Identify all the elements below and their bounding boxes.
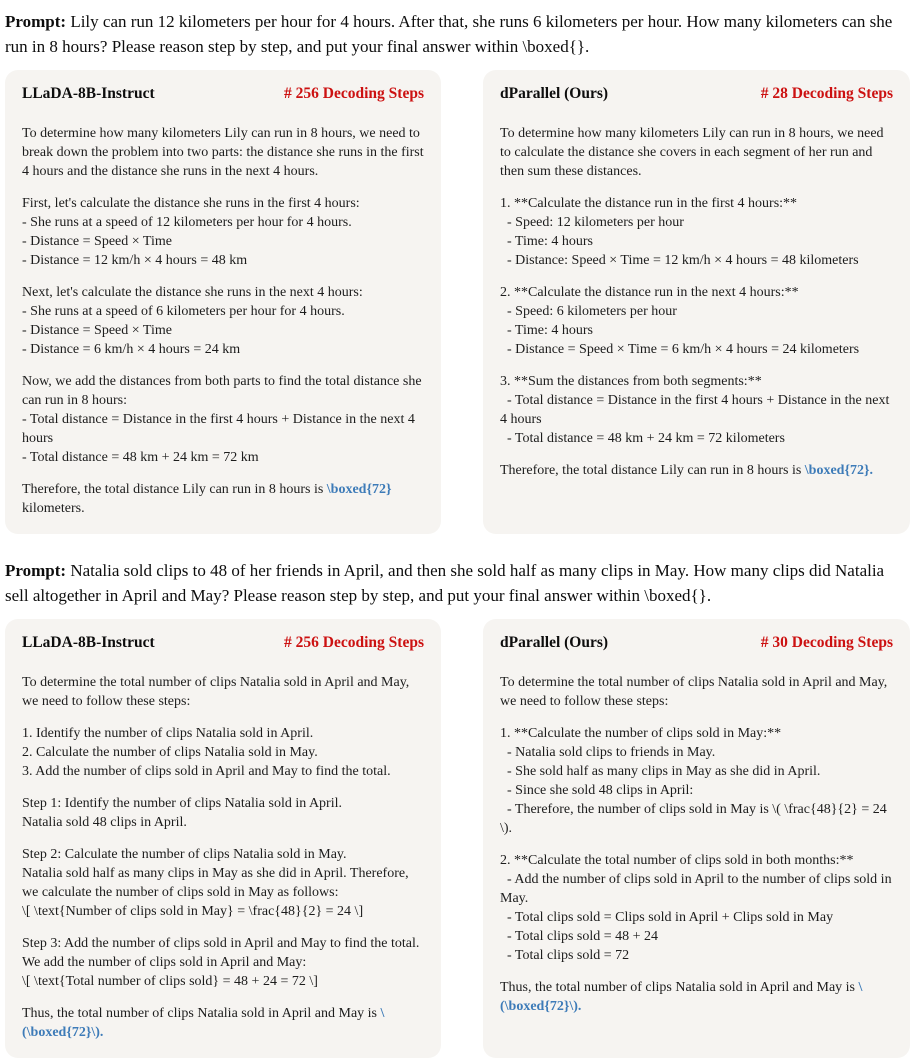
paragraph	[500, 461, 893, 480]
prompt-text	[5, 558, 909, 608]
boxed-answer: \(\boxed{72}\).	[500, 980, 863, 1014]
model-name: LLaDA-8B-Instruct	[22, 85, 155, 102]
text-segment: - Distance = Speed × Time = 6 km/h × 4 hours = 24 kilometers	[500, 342, 860, 357]
text-line	[500, 851, 893, 870]
text-line	[500, 213, 893, 232]
model-card	[5, 70, 441, 534]
text-line	[22, 480, 424, 518]
text-line	[500, 194, 893, 213]
text-segment: - She sold half as many clips in May as she did in April.	[500, 764, 821, 779]
paragraph	[22, 1004, 424, 1042]
prompt-body: Natalia sold clips to 48 of her friends in April, and then she sold half as many clips in May. How many clips did Natalia sell altogether in April and May? Please reason step by step, and put your final answer within \boxed{}.	[5, 561, 885, 605]
text-line	[22, 762, 424, 781]
text-line	[500, 908, 893, 927]
text-line	[500, 927, 893, 946]
paragraph	[22, 845, 424, 921]
text-line	[500, 978, 893, 1016]
text-line	[22, 302, 424, 321]
model-card	[483, 619, 910, 1058]
text-segment: Thus, the total number of clips Natalia sold in April and May is	[22, 1006, 381, 1021]
text-line	[22, 724, 424, 743]
text-segment: 1. Identify the number of clips Natalia sold in April.	[22, 726, 314, 741]
text-line	[500, 232, 893, 251]
text-segment: - Time: 4 hours	[500, 323, 593, 338]
model-name: LLaDA-8B-Instruct	[22, 634, 155, 651]
text-segment: 1. **Calculate the number of clips sold in May:**	[500, 726, 782, 741]
comparison-section	[5, 9, 909, 534]
text-segment: - Total distance = Distance in the first 4 hours + Distance in the next 4 hours	[500, 393, 893, 427]
prompt-label: Prompt:	[5, 561, 67, 580]
paragraph	[22, 934, 424, 991]
text-segment: - She runs at a speed of 6 kilometers per hour for 4 hours.	[22, 304, 345, 319]
text-line	[22, 251, 424, 270]
card-body	[500, 673, 896, 1016]
text-segment: - Add the number of clips sold in April to the number of clips sold in May.	[500, 872, 896, 906]
text-line	[500, 429, 893, 448]
decoding-steps-badge: # 256 Decoding Steps	[284, 634, 424, 651]
text-segment: \[ \text{Number of clips sold in May} = \frac{48}{2} = 24 \]	[22, 904, 364, 919]
text-segment: - Total distance = Distance in the first 4 hours + Distance in the next 4 hours	[22, 412, 419, 446]
text-line	[500, 391, 893, 429]
text-segment: To determine how many kilometers Lily can run in 8 hours, we need to calculate the distance she covers in each segment of her run and then sum these distances.	[500, 126, 888, 179]
paragraph	[22, 372, 424, 467]
paragraph	[500, 724, 893, 838]
text-line	[22, 1004, 424, 1042]
text-line	[22, 813, 424, 832]
model-name: dParallel (Ours)	[500, 634, 609, 651]
text-segment: - Total clips sold = Clips sold in April + Clips sold in May	[500, 910, 834, 925]
text-line	[500, 461, 893, 480]
decoding-steps-badge: # 30 Decoding Steps	[760, 634, 893, 651]
paragraph	[22, 724, 424, 781]
boxed-answer: \boxed{72}.	[804, 463, 874, 478]
text-line	[500, 781, 893, 800]
text-segment: - Total distance = 48 km + 24 km = 72 km	[22, 450, 259, 465]
text-line	[500, 870, 896, 908]
paragraph	[22, 794, 424, 832]
text-segment: To determine how many kilometers Lily can run in 8 hours, we need to break down the problem into two parts: the distance she runs in the first 4 hours and the distance she runs in the next 4 hours.	[22, 126, 428, 179]
text-segment: First, let's calculate the distance she runs in the first 4 hours:	[22, 196, 360, 211]
decoding-steps-badge: # 28 Decoding Steps	[760, 85, 893, 102]
model-card	[5, 619, 441, 1058]
comparison-section	[5, 558, 909, 1058]
text-segment: 3. Add the number of clips sold in April and May to find the total.	[22, 764, 391, 779]
text-segment: 2. Calculate the number of clips Natalia sold in May.	[22, 745, 318, 760]
paragraph	[500, 851, 896, 965]
text-line	[22, 283, 424, 302]
text-segment: 2. **Calculate the total number of clips sold in both months:**	[500, 853, 854, 868]
card-header	[500, 85, 893, 103]
paragraph	[500, 673, 893, 711]
text-segment: - Natalia sold clips to friends in May.	[500, 745, 716, 760]
text-line	[500, 340, 893, 359]
paragraph	[22, 124, 428, 181]
cards-row	[5, 619, 909, 1058]
text-segment: Therefore, the total distance Lily can run in 8 hours is	[500, 463, 805, 478]
text-segment: - Total distance = 48 km + 24 km = 72 kilometers	[500, 431, 785, 446]
paragraph	[500, 124, 893, 181]
text-segment: - Distance = Speed × Time	[22, 323, 172, 338]
prompt-label: Prompt:	[5, 12, 67, 31]
card-header	[22, 634, 424, 652]
text-line	[500, 743, 893, 762]
text-line	[500, 800, 893, 838]
text-segment: 3. **Sum the distances from both segments:**	[500, 374, 762, 389]
text-line	[22, 794, 424, 813]
text-segment: To determine the total number of clips Natalia sold in April and May, we need to follow these steps:	[22, 675, 413, 709]
text-line	[22, 194, 424, 213]
text-segment: Next, let's calculate the distance she runs in the next 4 hours:	[22, 285, 363, 300]
text-segment: - Total clips sold = 72	[500, 948, 630, 963]
text-line	[22, 372, 424, 410]
text-line	[500, 762, 893, 781]
paragraph	[500, 194, 893, 270]
text-line	[500, 673, 893, 711]
paragraph	[500, 372, 893, 448]
text-line	[500, 372, 893, 391]
text-line	[22, 213, 424, 232]
text-segment: Step 2: Calculate the number of clips Natalia sold in May.	[22, 847, 347, 862]
text-segment: Natalia sold half as many clips in May as she did in April. Therefore, we calculate the number of clips sold in May as follows:	[22, 866, 413, 900]
text-line	[22, 934, 424, 953]
model-name: dParallel (Ours)	[500, 85, 609, 102]
paragraph	[500, 283, 893, 359]
card-header	[500, 634, 893, 652]
paragraph	[22, 480, 424, 518]
card-header	[22, 85, 424, 103]
text-segment: - Therefore, the number of clips sold in May is \( \frac{48}{2} = 24 \).	[500, 802, 891, 836]
prompt-body: Lily can run 12 kilometers per hour for 4 hours. After that, she runs 6 kilometers per hour. How many kilometers can she run in 8 hours? Please reason step by step, and put your final answer within \boxed{}.	[5, 12, 893, 56]
text-segment: kilometers.	[22, 482, 396, 516]
text-segment: - Since she sold 48 clips in April:	[500, 783, 694, 798]
text-segment: - Time: 4 hours	[500, 234, 593, 249]
text-line	[22, 124, 428, 181]
paragraph	[22, 194, 424, 270]
text-line	[500, 283, 893, 302]
text-line	[22, 410, 424, 448]
text-line	[22, 845, 424, 864]
text-segment: Now, we add the distances from both parts to find the total distance she can run in 8 hours:	[22, 374, 426, 408]
text-segment: - She runs at a speed of 12 kilometers per hour for 4 hours.	[22, 215, 352, 230]
paragraph	[500, 978, 893, 1016]
text-line	[500, 302, 893, 321]
text-segment: We add the number of clips sold in April and May:	[22, 955, 307, 970]
text-line	[22, 673, 424, 711]
cards-row	[5, 70, 909, 534]
card-body	[22, 124, 428, 518]
text-segment: Step 1: Identify the number of clips Natalia sold in April.	[22, 796, 342, 811]
boxed-answer: \boxed{72}	[326, 482, 392, 497]
text-segment: - Distance = 12 km/h × 4 hours = 48 km	[22, 253, 248, 268]
text-segment: Thus, the total number of clips Natalia sold in April and May is	[500, 980, 859, 995]
text-line	[500, 321, 893, 340]
text-line	[500, 251, 893, 270]
text-line	[500, 946, 893, 965]
text-segment: - Total clips sold = 48 + 24	[500, 929, 659, 944]
decoding-steps-badge: # 256 Decoding Steps	[284, 85, 424, 102]
text-line	[22, 864, 424, 902]
text-line	[22, 321, 424, 340]
text-segment: - Speed: 12 kilometers per hour	[500, 215, 684, 230]
text-segment: 2. **Calculate the distance run in the next 4 hours:**	[500, 285, 799, 300]
boxed-answer: \(\boxed{72}\).	[22, 1006, 385, 1040]
text-segment: Therefore, the total distance Lily can run in 8 hours is	[22, 482, 327, 497]
paragraph	[22, 673, 424, 711]
text-segment: Step 3: Add the number of clips sold in April and May to find the total.	[22, 936, 420, 951]
card-body	[500, 124, 893, 480]
text-line	[22, 972, 424, 991]
card-body	[22, 673, 424, 1042]
text-segment: - Distance = 6 km/h × 4 hours = 24 km	[22, 342, 241, 357]
text-segment: Natalia sold 48 clips in April.	[22, 815, 187, 830]
text-segment: - Speed: 6 kilometers per hour	[500, 304, 677, 319]
text-line	[500, 724, 893, 743]
text-line	[22, 743, 424, 762]
text-line	[22, 232, 424, 251]
model-card	[483, 70, 910, 534]
text-line	[22, 448, 424, 467]
paragraph	[22, 283, 424, 359]
text-segment: 1. **Calculate the distance run in the first 4 hours:**	[500, 196, 798, 211]
text-line	[22, 340, 424, 359]
text-line	[22, 902, 424, 921]
prompt-text	[5, 9, 909, 59]
text-segment: To determine the total number of clips Natalia sold in April and May, we need to follow these steps:	[500, 675, 891, 709]
text-segment: \[ \text{Total number of clips sold} = 48 + 24 = 72 \]	[22, 974, 318, 989]
text-segment: - Distance: Speed × Time = 12 km/h × 4 hours = 48 kilometers	[500, 253, 859, 268]
text-line	[500, 124, 893, 181]
text-line	[22, 953, 424, 972]
text-segment: - Distance = Speed × Time	[22, 234, 172, 249]
